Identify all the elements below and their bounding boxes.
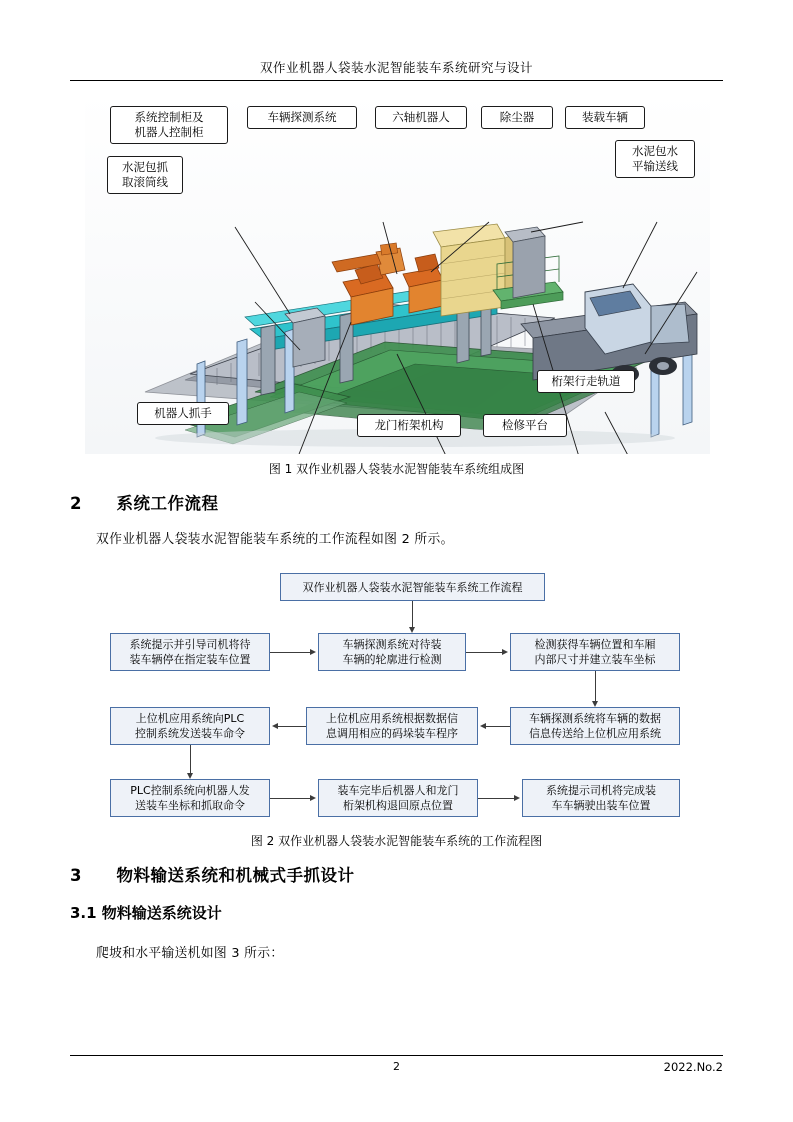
flow-node-4: [110, 707, 270, 745]
flow-arrow-5-4: [278, 726, 306, 727]
flow-node-9: [522, 779, 680, 817]
section-3-title: 物料输送系统和机械式手抓设计: [116, 866, 355, 885]
flow-arrow-8-9: [478, 798, 514, 799]
flow-arrow-4-7: [190, 745, 191, 773]
callout-gantry-truss: 龙门桁架机构: [357, 414, 461, 437]
callout-six-axis-robot: 六轴机器人: [375, 106, 467, 129]
section-2-heading: [70, 490, 218, 514]
figure-2-flowchart: [70, 565, 723, 825]
callout-maintenance-platform: 检修平台: [483, 414, 567, 437]
figure-2-caption: 图 2 双作业机器人袋装水泥智能装车系统的工作流程图: [250, 834, 543, 848]
flow-node-5: [306, 707, 478, 745]
footer-issue: 2022.No.2: [663, 1060, 723, 1074]
flow-arrow-3-6: [595, 671, 596, 701]
flow-arrow-title-down: [412, 601, 413, 627]
flow-node-8: [318, 779, 478, 817]
figure-1-caption: 图 1 双作业机器人袋装水泥智能装车系统组成图: [268, 462, 525, 476]
callout-horizontal-conveyor: 水泥包水 平输送线: [615, 140, 695, 178]
flow-arrow-7-8: [270, 798, 310, 799]
flow-node-1: [110, 633, 270, 671]
callout-loading-vehicle: 装载车辆: [565, 106, 645, 129]
flow-node-4-label: 上位机应用系统向PLC 控制系统发送装车命令: [135, 712, 245, 740]
flow-node-7: [110, 779, 270, 817]
flow-node-7-label: PLC控制系统向机器人发 送装车坐标和抓取命令: [130, 784, 250, 812]
flow-arrowhead-2-3: [502, 649, 508, 655]
section-3-number: 3: [70, 866, 82, 885]
header-rule: [70, 80, 723, 81]
section-2-title: 系统工作流程: [116, 494, 219, 513]
flow-arrowhead-8-9: [514, 795, 520, 801]
flow-node-6-label: 车辆探测系统将车辆的数据 信息传送给上位机应用系统: [529, 712, 661, 740]
section-2-number: 2: [70, 494, 82, 513]
flow-node-1-label: 系统提示并引导司机将待 装车辆停在指定装车位置: [129, 638, 251, 666]
flow-node-3: [510, 633, 680, 671]
flow-title-box: 双作业机器人袋装水泥智能装车系统工作流程: [280, 573, 545, 601]
flow-node-6: [510, 707, 680, 745]
footer-rule: [70, 1055, 723, 1056]
section-3-1-paragraph: 爬坡和水平输送机如图 3 所示：: [96, 946, 284, 961]
callout-robot-gripper: 机器人抓手: [137, 402, 229, 425]
flow-arrowhead-1-2: [310, 649, 316, 655]
flow-arrow-1-2: [270, 652, 310, 653]
section-3-1-heading: 3.1 物料输送系统设计: [70, 904, 222, 922]
section-3-heading: [70, 862, 354, 886]
callout-control-cabinet: 系统控制柜及 机器人控制柜: [110, 106, 228, 144]
flow-arrowhead-6-5: [480, 723, 486, 729]
flow-node-2-label: 车辆探测系统对待装 车辆的轮廓进行检测: [342, 638, 442, 666]
footer-page-number: 2: [393, 1060, 400, 1073]
callout-dust-collector: 除尘器: [481, 106, 553, 129]
flow-node-9-label: 系统提示司机将完成装 车车辆驶出装车位置: [546, 784, 656, 812]
flow-arrow-6-5: [486, 726, 510, 727]
flow-node-3-label: 检测获得车辆位置和车厢 内部尺寸并建立装车坐标: [534, 638, 656, 666]
callout-roller-line: 水泥包抓 取滚筒线: [107, 156, 183, 194]
flow-node-8-label: 装车完毕后机器人和龙门 桁架机构退回原点位置: [337, 784, 459, 812]
flow-node-5-label: 上位机应用系统根据数据信 息调用相应的码垛装车程序: [326, 712, 458, 740]
figure-1: [85, 92, 710, 454]
section-2-paragraph: 双作业机器人袋装水泥智能装车系统的工作流程如图 2 所示。: [96, 532, 454, 547]
callout-truss-rail: 桁架行走轨道: [537, 370, 635, 393]
flow-arrowhead-5-4: [272, 723, 278, 729]
callout-vehicle-detection: 车辆探测系统: [247, 106, 357, 129]
running-header: 双作业机器人袋装水泥智能装车系统研究与设计: [259, 60, 533, 75]
flow-arrow-2-3: [466, 652, 502, 653]
flow-node-2: [318, 633, 466, 671]
flow-arrowhead-7-8: [310, 795, 316, 801]
